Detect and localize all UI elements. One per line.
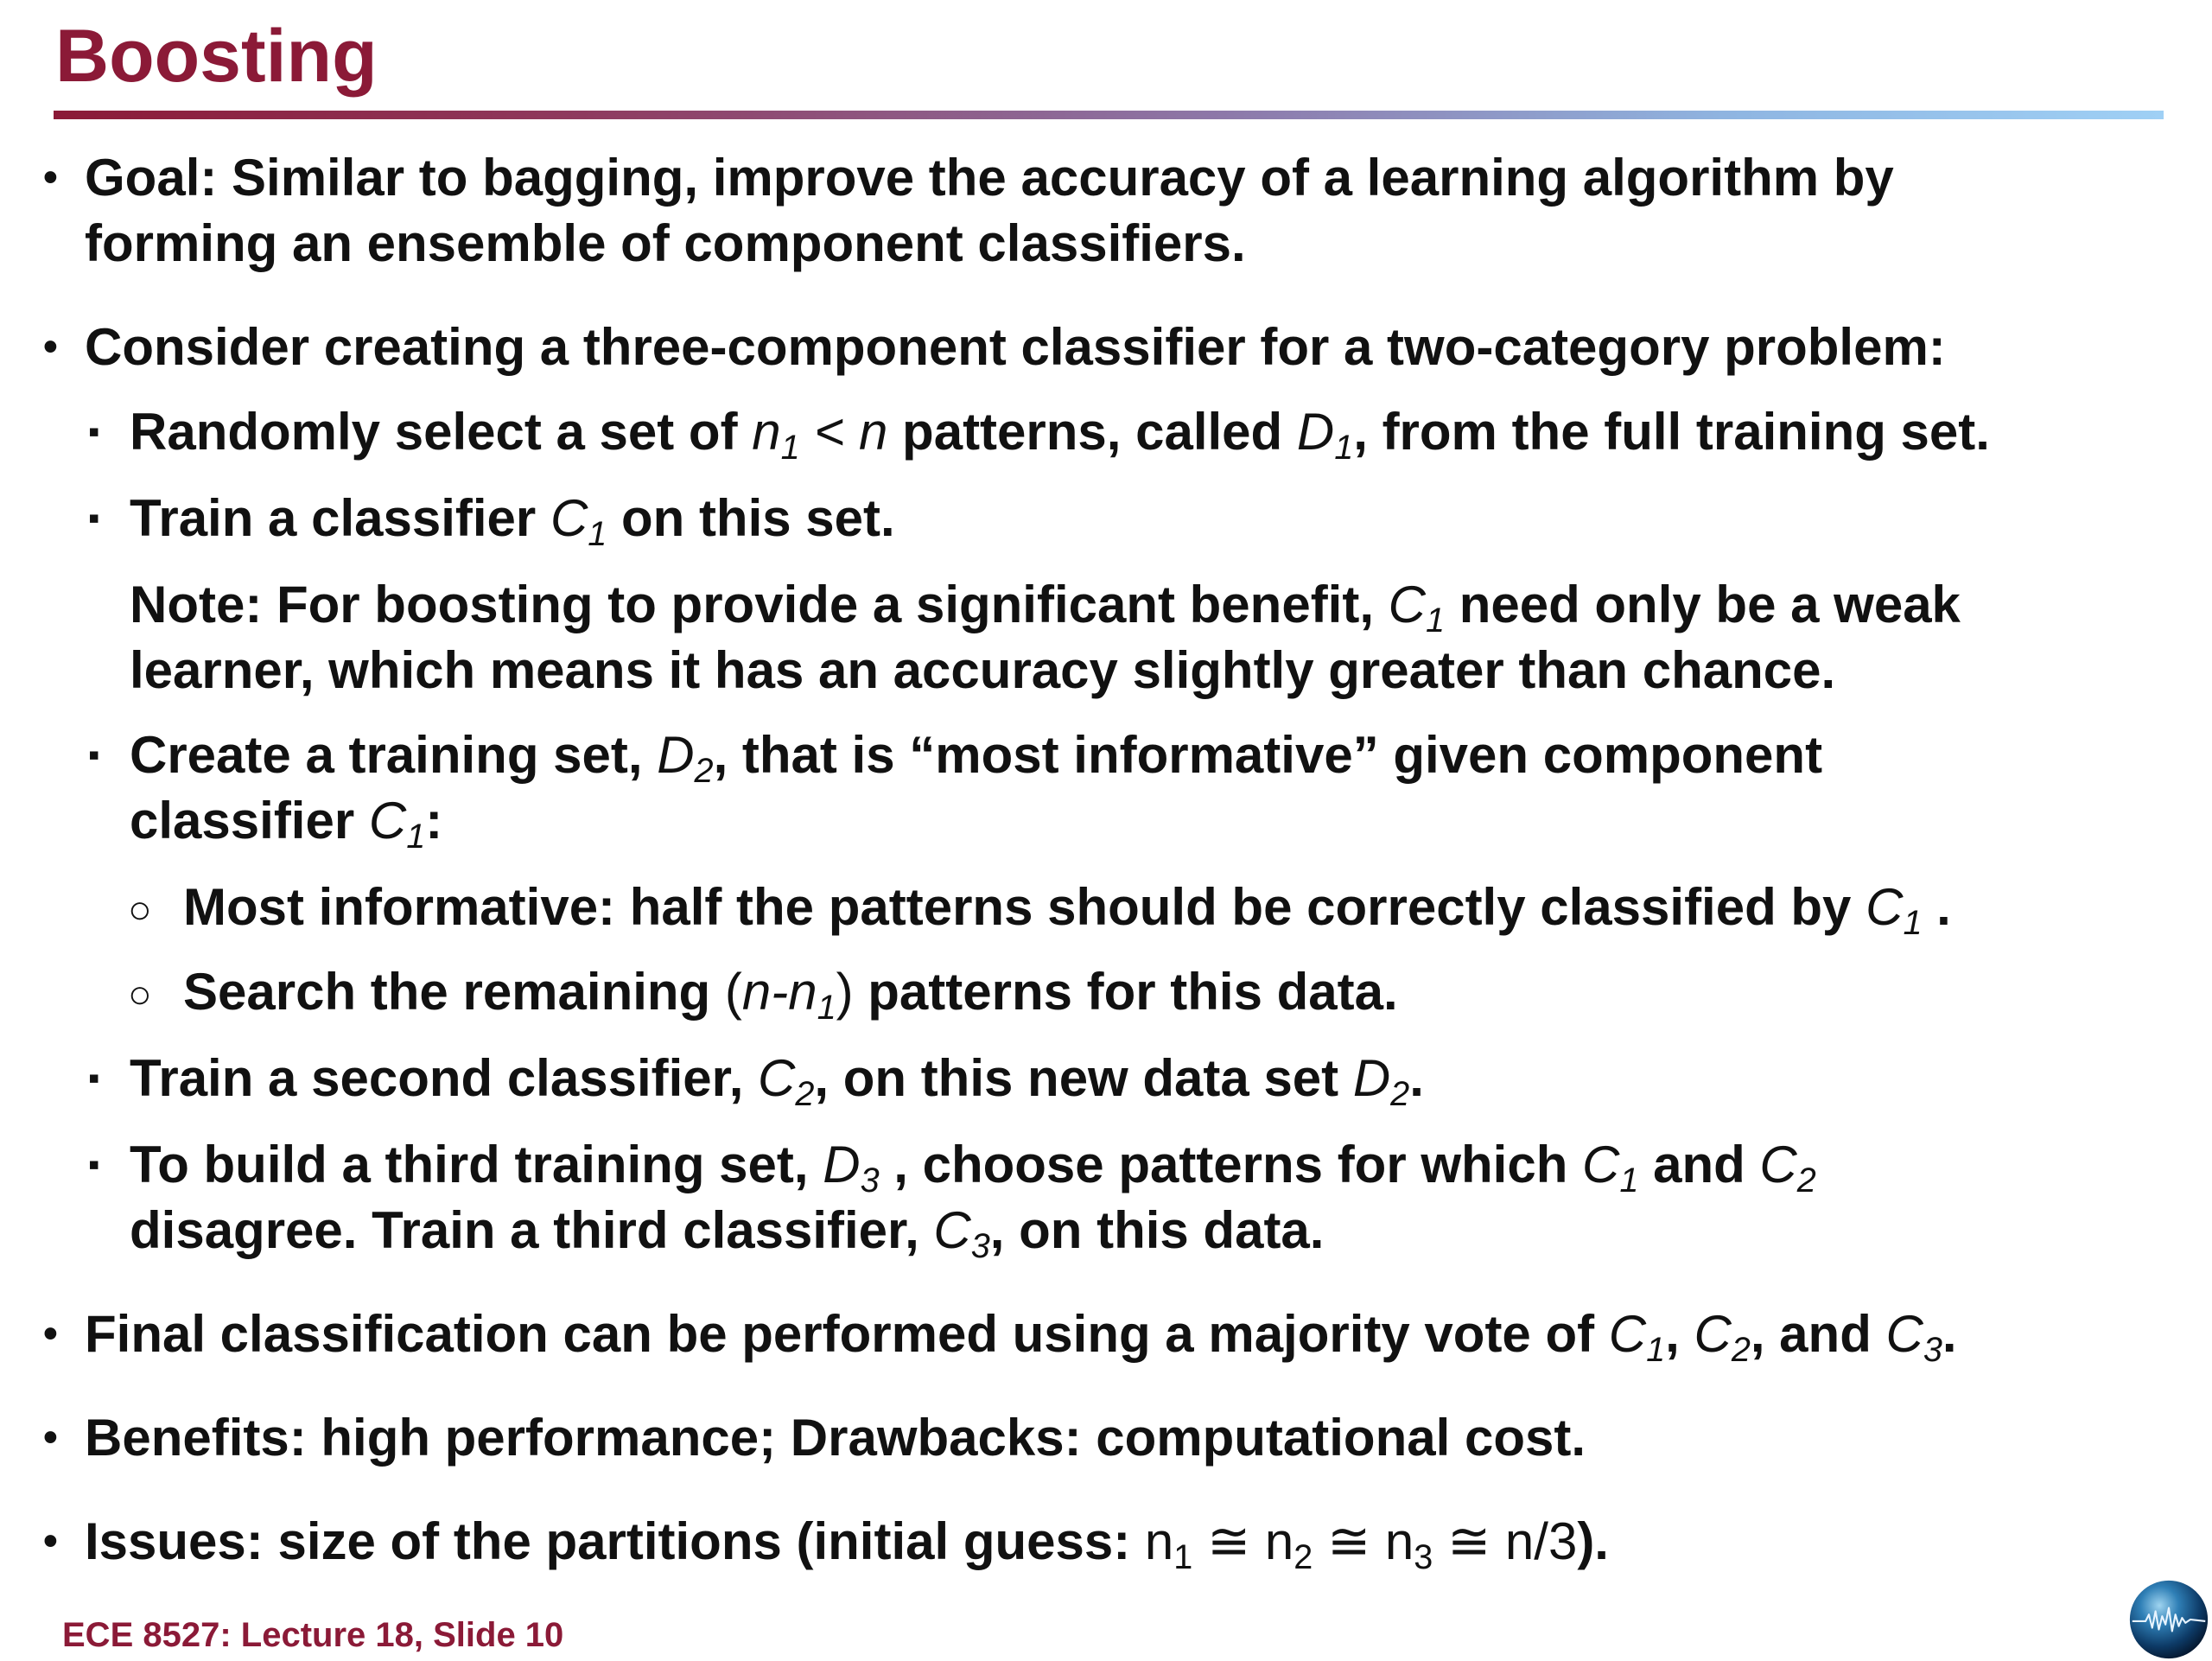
sub-bullet-marker: ▪: [88, 737, 100, 773]
sub-bullet-marker: ▪: [88, 1060, 100, 1097]
goal-line-2: forming an ensemble of component classifiers.: [85, 214, 1246, 272]
sub-sub-bullet-marker: ○: [128, 887, 152, 932]
goal-line-1: Goal: Similar to bagging, improve the accuracy of a learning algorithm by: [85, 149, 1894, 207]
benefits-line: Benefits: high performance; Drawbacks: computational cost.: [85, 1409, 1586, 1467]
third-training-set-line-1: To build a third training set, $D_3$ , choose patterns for which $C_1$ and $C_2$: [130, 1136, 1816, 1200]
most-informative-line: Most informative: half the patterns should be correctly classified by $C_1$ .: [183, 878, 1951, 943]
issues-line: Issues: size of the partitions (initial guess: $n_1$ ≅ $n_2$ ≅ $n_3$ ≅ n/3).: [85, 1512, 1609, 1577]
randomly-select-line: Randomly select a set of $n_1 < n$ patterns, called $D_1$, from the full training set.: [130, 403, 1990, 468]
train-second-line: Train a second classifier, $C_2$, on this new data set $D_2$.: [130, 1049, 1424, 1114]
slide-title: Boosting: [55, 15, 378, 98]
bullet-marker: •: [43, 155, 58, 200]
train-classifier-line: Train a classifier $C_1$ on this set.: [130, 489, 895, 554]
create-training-set-line-1: Create a training set, $D_2$, that is “most informative” given component: [130, 726, 1823, 791]
title-rule: [54, 111, 2164, 119]
slide-footer: ECE 8527: Lecture 18, Slide 10: [62, 1616, 564, 1654]
sub-bullet-marker: ▪: [88, 1147, 100, 1183]
third-training-set-line-2: disagree. Train a third classifier, $C_3$, on this data.: [130, 1201, 1325, 1266]
sub-bullet-marker: ▪: [88, 500, 100, 537]
consider-line: Consider creating a three-component classifier for a two-category problem:: [85, 318, 1946, 376]
bullet-marker: •: [43, 1311, 58, 1357]
sub-bullet-marker: ▪: [88, 414, 100, 450]
bullet-marker: •: [43, 324, 58, 370]
note-line-1: Note: For boosting to provide a significant benefit, $C_1$ need only be a weak: [130, 576, 1961, 640]
globe-logo-icon: [2127, 1578, 2210, 1661]
create-training-set-line-2: classifier $C_1$:: [130, 792, 443, 856]
final-classification-line: Final classification can be performed using a majority vote of $C_1$, $C_2$, and $C_3$.: [85, 1305, 1957, 1370]
sub-sub-bullet-marker: ○: [128, 971, 152, 1016]
search-remaining-line: Search the remaining $(n-n_1)$ patterns for this data.: [183, 963, 1398, 1028]
bullet-marker: •: [43, 1518, 58, 1564]
note-line-2: learner, which means it has an accuracy slightly greater than chance.: [130, 641, 1836, 699]
bullet-marker: •: [43, 1415, 58, 1461]
